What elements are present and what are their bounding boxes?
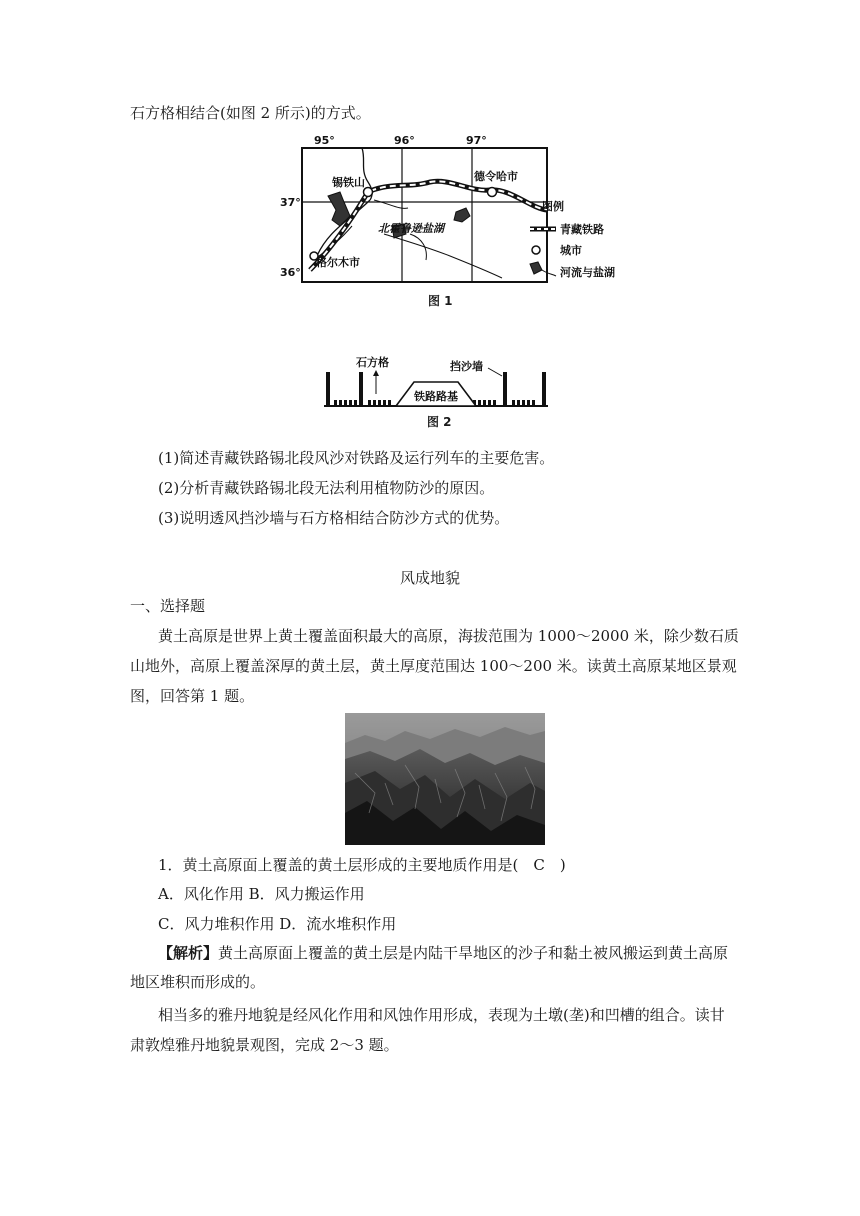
passage1-line-1: 黄土高原是世界上黄土覆盖面积最大的高原，海拔范围为 1000～2000 米，除少数石质 — [158, 627, 739, 645]
question-1: (1)简述青藏铁路锡北段风沙对铁路及运行列车的主要危害。 — [158, 449, 555, 467]
q1-options-line-2: C．风力堆积作用 D．流水堆积作用 — [158, 915, 397, 933]
lon-label-95: 95° — [314, 134, 335, 147]
loess-plateau-photo — [345, 713, 545, 845]
city-xitieshan-label: 锡铁山 — [332, 176, 365, 189]
lon-label-97: 97° — [466, 134, 487, 147]
legend-railway-label: 青藏铁路 — [560, 223, 604, 236]
legend-city-label: 城市 — [560, 244, 582, 257]
section-title: 风成地貌 — [399, 569, 460, 587]
q1-analysis-line-1 — [158, 943, 728, 963]
roadbed-label: 铁路路基 — [414, 390, 458, 403]
q1-options-line-1: A．风化作用 B．风力搬运作用 — [158, 885, 365, 903]
lat-label-36: 36° — [280, 266, 301, 279]
city-delingha-marker — [488, 188, 497, 197]
question-2: (2)分析青藏铁路锡北段无法利用植物防沙的原因。 — [158, 479, 495, 497]
stone-grid-label: 石方格 — [356, 356, 389, 369]
q1-stem: 1．黄土高原面上覆盖的黄土层形成的主要地质作用是( C ) — [158, 856, 566, 874]
analysis-text: 黄土高原面上覆盖的黄土层是内陆干旱地区的沙子和黏土被风搬运到黄土高原 — [218, 944, 729, 962]
passage1-line-2: 山地外，高原上覆盖深厚的黄土层，黄土厚度范围达 100～200 米。读黄土高原某地区景观 — [130, 657, 737, 675]
figure-2-diagram — [320, 354, 550, 410]
lat-label-37: 37° — [280, 196, 301, 209]
passage1-line-3: 图，回答第 1 题。 — [130, 687, 255, 705]
legend-river-label: 河流与盐湖 — [560, 266, 615, 279]
lake-label: 北霍鲁逊盐湖 — [378, 222, 444, 235]
lon-label-96: 96° — [394, 134, 415, 147]
intro-line: 石方格相结合(如图 2 所示)的方式。 — [130, 104, 371, 122]
city-delingha-label: 德令哈市 — [474, 170, 518, 183]
legend-title: 图例 — [542, 200, 564, 213]
q1-analysis-line-2: 地区堆积而形成的。 — [130, 973, 266, 991]
analysis-label: 【解析】 — [158, 944, 219, 962]
question-3: (3)说明透风挡沙墙与石方格相结合防沙方式的优势。 — [158, 509, 510, 527]
part-heading: 一、选择题 — [130, 597, 206, 615]
passage2-line-1: 相当多的雅丹地貌是经风化作用和风蚀作用形成，表现为土墩(垄)和凹槽的组合。读甘 — [158, 1006, 725, 1024]
city-golmud-label: 格尔木市 — [316, 256, 360, 269]
figure-1-caption: 图 1 — [428, 294, 453, 308]
sand-wall-label: 挡沙墙 — [450, 360, 483, 373]
passage2-line-2: 肃敦煌雅丹地貌景观图，完成 2～3 题。 — [130, 1036, 399, 1054]
figure-1-map — [280, 130, 620, 290]
figure-2-caption: 图 2 — [427, 415, 452, 429]
